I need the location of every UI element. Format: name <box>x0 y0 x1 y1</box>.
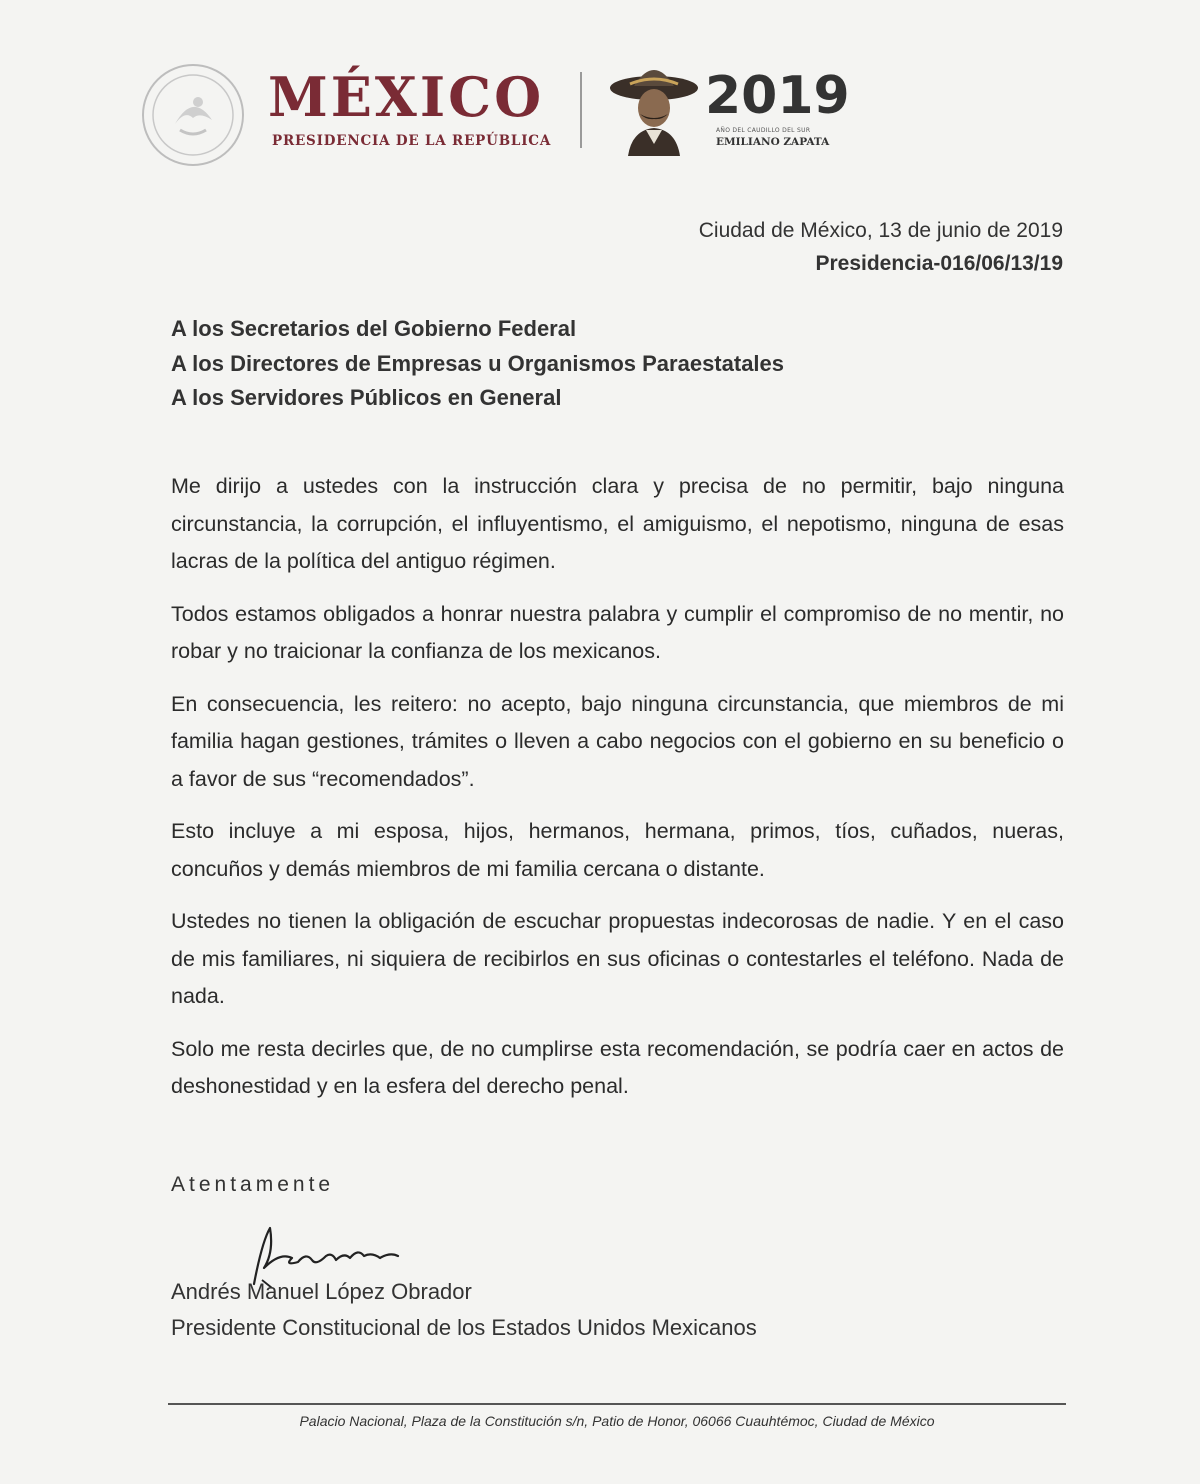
signer-name: Andrés Manuel López Obrador <box>171 1279 472 1304</box>
body-paragraph: Me dirijo a ustedes con la instrucción clara y precisa de no permitir, bajo ninguna circunstancia, la corrupción, el influyentismo, el amiguismo, el nepotismo, ninguna de esas lacras de la política del antiguo régimen. <box>171 474 1064 573</box>
closing-salutation: Atentamente <box>171 1173 335 1196</box>
body-paragraph: Esto incluye a mi esposa, hijos, hermanos, hermana, primos, tíos, cuñados, nueras, concuños y demás miembros de mi familia cercana o distante. <box>171 819 1064 881</box>
footer-divider <box>168 1403 1066 1405</box>
brand-subtitle: PRESIDENCIA DE LA REPÚBLICA <box>272 133 552 149</box>
body-paragraph: Todos estamos obligados a honrar nuestra palabra y cumplir el compromiso de no mentir, no robar y no traicionar la confianza de los mexicanos. <box>171 601 1064 663</box>
signer-title: Presidente Constitucional de los Estados Unidos Mexicanos <box>171 1315 757 1340</box>
year-label: 2019 <box>705 66 850 126</box>
coat-of-arms-seal-icon <box>140 62 246 168</box>
body-paragraph: Solo me resta decirles que, de no cumplirse esta recomendación, se podría caer en actos de deshonestidad y en la esfera del derecho penal. <box>171 1036 1064 1098</box>
year-name: EMILIANO ZAPATA <box>716 136 830 148</box>
brand-title: MÉXICO <box>268 65 545 129</box>
recipient-line: A los Secretarios del Gobierno Federal <box>171 316 577 341</box>
document-date: Ciudad de México, 13 de junio de 2019 <box>698 219 1063 242</box>
body-paragraph: Ustedes no tienen la obligación de escuchar propuestas indecorosas de nadie. Y en el caso de mis familiares, ni siquiera de recibirlos en sus oficinas o contestarles el teléfono. Nada de nada. <box>171 909 1064 1008</box>
letter-body <box>171 468 1064 1106</box>
header-divider <box>580 72 582 148</box>
recipient-line: A los Directores de Empresas u Organismos Paraestatales <box>171 350 785 376</box>
body-paragraph: En consecuencia, les reitero: no acepto, bajo ninguna circunstancia, que miembros de mi familia hagan gestiones, trámites o lleven a cabo negocios con el gobierno en su beneficio o a favor de sus “recomendados”. <box>171 691 1064 791</box>
zapata-portrait-icon <box>608 58 700 156</box>
footer-address: Palacio Nacional, Plaza de la Constitución s/n, Patio de Honor, 06066 Cuauhtémoc, Ciudad de México <box>299 1413 935 1429</box>
recipient-line: A los Servidores Públicos en General <box>171 385 562 410</box>
document-reference: Presidencia-016/06/13/19 <box>815 252 1063 275</box>
recipients-block <box>171 312 784 416</box>
year-caption: AÑO DEL CAUDILLO DEL SUR <box>716 127 811 134</box>
